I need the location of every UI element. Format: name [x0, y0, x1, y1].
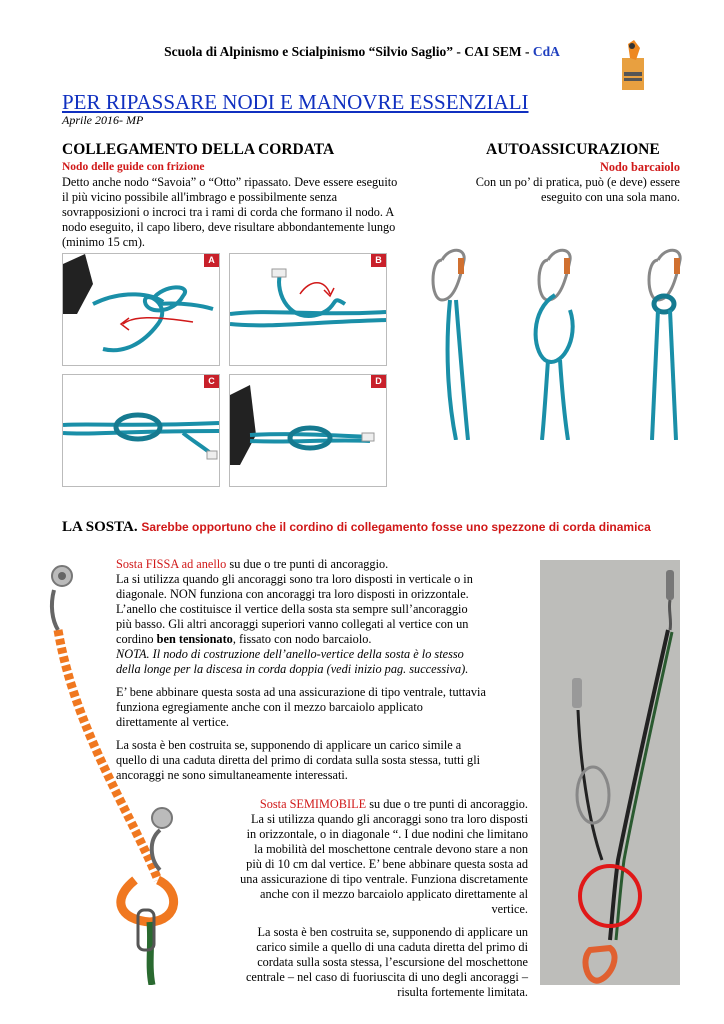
knot-panel-a — [62, 253, 220, 366]
autoassicurazione-block — [440, 160, 680, 205]
collegamento-heading: COLLEGAMENTO DELLA CORDATA — [62, 141, 335, 158]
sosta-heading: LA SOSTA. — [62, 519, 138, 535]
sosta-semimobile-para2: La sosta è ben costruita se, supponendo di applicare un carico simile a quello di una caduta diretta del primo di cordata sulla sosta stessa, l’escursione del moschettone centrale – nel caso di fuoriuscita di uno degli ancoraggi – risulta fortemente limitata. — [245, 925, 528, 999]
page-subtitle: Aprile 2016- MP — [62, 113, 144, 127]
sosta-fissa-text1: La si utilizza quando gli ancoraggi sono tra loro disposti in verticale o in diagonale. NON funziona con ancoraggi tra loro disposti in orizzontale. L’anello che costituisce il vertice della sosta sta sempre sull’ancoraggio più basso. Gli altri ancoraggi superiori vanno collegati al vertice con un cordino — [116, 572, 473, 646]
sosta-heading-row — [62, 519, 651, 536]
panel-badge: B — [371, 254, 386, 267]
autoassicurazione-heading: AUTOASSICURAZIONE — [486, 141, 660, 158]
knot-panel-d — [229, 374, 387, 487]
sosta-fissa-nota: NOTA. Il nodo di costruzione dell’anello-vertice della sosta è lo stesso della longe per la discesa in corda doppia (vedi inizio pag. successiva). — [116, 647, 469, 676]
school-header — [0, 44, 724, 60]
figure-eight-knot-drawing — [230, 375, 386, 486]
collegamento-block — [62, 160, 407, 250]
sosta-semimobile-label: Sosta SEMIMOBILE — [259, 797, 367, 811]
panel-badge: A — [204, 254, 219, 267]
figure-eight-knot-drawing — [63, 254, 219, 365]
sosta-fissa-intro: su due o tre punti di ancoraggio. — [226, 557, 389, 571]
semimobile-anchor-drawing — [540, 560, 680, 985]
sosta-semimobile-intro: su due o tre punti di ancoraggio. — [366, 797, 528, 811]
sosta-fissa-bold: ben tensionato — [156, 632, 233, 646]
sosta-fissa-label: Sosta FISSA ad anello — [116, 557, 227, 571]
knot-panel-b — [229, 253, 387, 366]
knot-panel-c — [62, 374, 220, 487]
sosta-fissa-para2: E’ bene abbinare questa sosta ad una assicurazione di tipo ventrale, tuttavia funziona egregiamente anche con il mezzo barcaiolo applicato direttamente al vertice. — [116, 685, 486, 729]
cai-logo — [620, 40, 646, 92]
sosta-fissa-block — [116, 557, 486, 791]
collegamento-subheading: Nodo delle guide con frizione — [62, 161, 205, 173]
school-name: Scuola di Alpinismo e Scialpinismo “Silvio Saglio” - CAI SEM - — [164, 44, 530, 59]
figure-eight-knot-drawing — [230, 254, 386, 365]
sosta-semimobile-para1 — [240, 797, 528, 917]
sosta-note: Sarebbe opportuno che il cordino di collegamento fosse uno spezzone di corda dinamica — [141, 520, 651, 534]
sosta-semimobile-text: La si utilizza quando gli ancoraggi sono tra loro disposti in orizzontale, o in diagonale “. I due nodini che limitano la mobilità del moschettone centrale devono stare a non più di 10 cm dal vertice. E’ bene abbinare questa sosta ad una assicurazione di tipo ventrale. Funziona discretamente anche con il mezzo barcaiolo applicato direttamente al vertice. — [240, 812, 528, 916]
clove-hitch-illustration — [420, 240, 700, 440]
semimobile-anchor-photo — [540, 560, 680, 985]
collegamento-body: Detto anche nodo “Savoia” o “Otto” ripassato. Deve essere eseguito il più vicino possibile all'imbrago e possibilmente senza sovrapposizioni o incroci tra i rami di corda che formano il nodo. A nodo eseguito, il capo libero, deve risultare abbondantemente lungo (minimo 15 cm). — [62, 175, 398, 249]
sosta-semimobile-block — [240, 797, 528, 1008]
page-title: PER RIPASSARE NODI E MANOVRE ESSENZIALI — [62, 90, 529, 114]
cda-label: CdA — [532, 44, 560, 59]
panel-badge: C — [204, 375, 219, 388]
sosta-fissa-text2: , fissato con nodo barcaiolo. — [232, 632, 372, 646]
autoassicurazione-body: Con un po’ di pratica, può (e deve) essere eseguito con una sola mano. — [475, 175, 680, 204]
panel-badge: D — [371, 375, 386, 388]
sosta-fissa-para3: La sosta è ben costruita se, supponendo di applicare un carico simile a quello di una caduta diretta del primo di cordata sulla sosta stessa, tutti gli ancoraggi ne sono simultaneamente interessati. — [116, 738, 481, 782]
figure-eight-knot-drawing — [63, 375, 219, 486]
sosta-fissa-para1 — [116, 557, 486, 677]
autoassicurazione-subheading: Nodo barcaiolo — [599, 160, 680, 174]
